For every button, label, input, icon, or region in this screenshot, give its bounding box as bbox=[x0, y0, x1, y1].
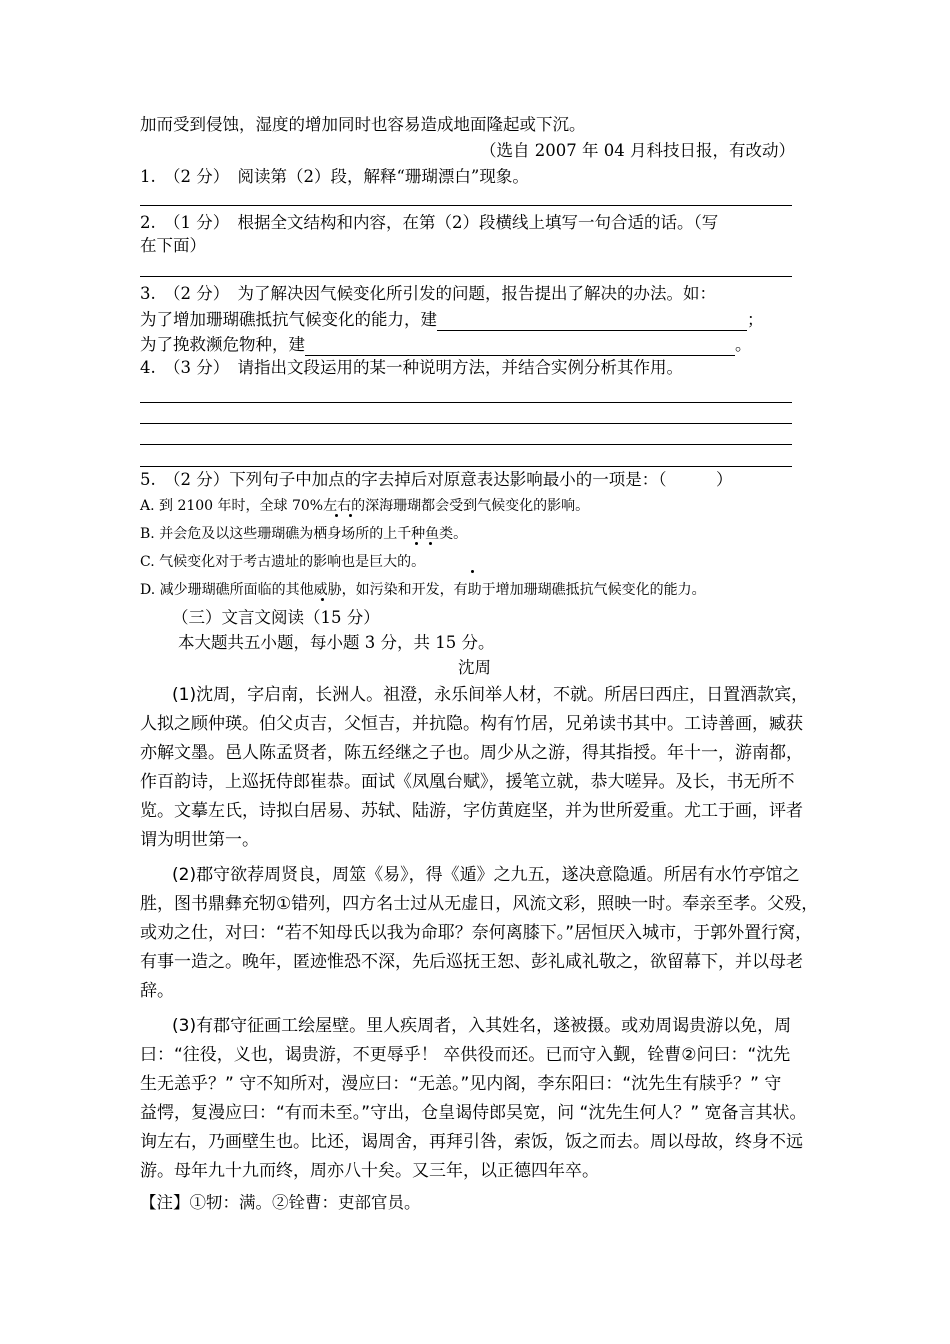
para3-line: 询左右，乃画壁生也。比还，谒周舍，再拜引咎，索饭，饭之而去。周以母故，终身不远 bbox=[140, 1132, 803, 1152]
para2-line: 或劝之仕，对曰：“若不知母氏以我为命耶？奈何离膝下。”居恒厌入城市，于郭外置行窝， bbox=[140, 923, 813, 943]
answer-blank-q3b[interactable] bbox=[305, 333, 735, 356]
para3-line: 生无恙乎？” 守不知所对，漫应曰：“无恙。”见内阁，李东阳曰：“沈先生有牍乎？” 守 bbox=[140, 1074, 782, 1094]
para2-line: 胜，图书鼎彝充牣①错列，四方名士过从无虚日，风流文彩，照映一时。奉亲至孝。父殁， bbox=[140, 894, 819, 914]
para1-line: 作百韵诗，上巡抚侍郎崔恭。面试《凤凰台赋》，援笔立就，恭大嗟异。及长，书无所不 bbox=[140, 772, 795, 792]
question-3-prompt-a: 为了增加珊瑚礁抵抗气候变化的能力，建 bbox=[140, 310, 437, 329]
answer-line-q4-2[interactable] bbox=[140, 423, 792, 424]
passage-last-line: 加而受到侵蚀，湿度的增加同时也容易造成地面隆起或下沉。 bbox=[140, 115, 586, 134]
emphasis-dot bbox=[335, 514, 338, 517]
question-3-line1: 3. （2 分） 为了解决因气候变化所引发的问题，报告提出了解决的办法。如： bbox=[140, 284, 716, 303]
answer-line-q4-3[interactable] bbox=[140, 444, 792, 445]
emphasis-dot bbox=[321, 598, 324, 601]
passage-source: （选自 2007 年 04 月科技日报，有改动） bbox=[480, 141, 795, 160]
para1-line: 览。文摹左氏，诗拟白居易、苏轼、陆游，字仿黄庭坚，并为世所爱重。尤工于画，评者 bbox=[140, 801, 803, 821]
footnote: 【注】①牣：满。②铨曹：吏部官员。 bbox=[140, 1193, 421, 1212]
para2-line: (2)郡守欲荐周贤良，周筮《易》，得《遁》之九五，遂决意隐遁。所居有水竹亭馆之 bbox=[172, 865, 800, 885]
para3-line: (3)有郡守征画工绘屋壁。里人疾周者，入其姓名，遂被摄。或劝周谒贵游以免，周 bbox=[172, 1016, 792, 1036]
para2-line: 有事一造之。晚年，匿迹惟恐不深，先后巡抚王恕、彭礼咸礼敬之，欲留幕下，并以母老 bbox=[140, 952, 803, 972]
answer-line-q4-1[interactable] bbox=[140, 402, 792, 403]
answer-line-q2[interactable] bbox=[140, 276, 792, 277]
para1-line: 谓为明世第一。 bbox=[140, 830, 259, 850]
option-d: D. 减少珊瑚礁所面临的其他威胁，如污染和开发，有助于增加珊瑚礁抵抗气候变化的能力。 bbox=[140, 582, 706, 598]
emphasis-dot bbox=[349, 514, 352, 517]
para2-line: 辞。 bbox=[140, 981, 174, 1001]
question-2-line1: 2. （1 分） 根据全文结构和内容，在第（2）段横线上填写一句合适的话。（写 bbox=[140, 213, 719, 232]
question-3-line2 bbox=[140, 308, 764, 331]
emphasis-dot bbox=[429, 542, 432, 545]
para1-line: (1)沈周，字启南，长洲人。祖澄，永乐间举人材，不就。所居曰西庄，日置酒款宾， bbox=[172, 685, 809, 705]
para3-line: 益愕，复漫应曰：“有而未至。”守出，仓皇谒侍郎吴宽，问 “沈先生何人？” 宽备言其状。 bbox=[140, 1103, 807, 1123]
emphasis-dot bbox=[471, 570, 474, 573]
question-3-line3 bbox=[140, 333, 752, 356]
answer-blank-q3a[interactable] bbox=[437, 308, 747, 331]
passage-title: 沈周 bbox=[458, 658, 491, 677]
question-3-end-b: 。 bbox=[735, 335, 752, 354]
answer-line-q1[interactable] bbox=[140, 205, 792, 206]
para1-line: 人拟之顾仲瑛。伯父贞吉，父恒吉，并抗隐。构有竹居，兄弟读书其中。工诗善画，臧获 bbox=[140, 714, 803, 734]
option-b: B. 并会危及以这些珊瑚礁为栖身场所的上千种鱼类。 bbox=[140, 526, 468, 542]
question-3-prompt-b: 为了挽救濒危物种，建 bbox=[140, 335, 305, 354]
section-heading: （三）文言文阅读（15 分） bbox=[172, 608, 380, 627]
question-4: 4. （3 分） 请指出文段运用的某一种说明方法，并结合实例分析其作用。 bbox=[140, 358, 683, 377]
option-c: C. 气候变化对于考古遗址的影响也是巨大的。 bbox=[140, 554, 426, 570]
question-2-line2: 在下面） bbox=[140, 236, 206, 255]
question-1: 1. （2 分） 阅读第（2）段，解释“珊瑚漂白”现象。 bbox=[140, 167, 529, 186]
para3-line: 曰：“往役，义也，谒贵游，不更辱乎！ 卒供役而还。已而守入觐，铨曹②问曰：“沈先 bbox=[140, 1045, 791, 1065]
section-intro: 本大题共五小题，每小题 3 分，共 15 分。 bbox=[178, 633, 495, 652]
emphasis-dot bbox=[415, 542, 418, 545]
question-3-end-a: ； bbox=[747, 310, 764, 329]
option-a: A. 到 2100 年时，全球 70%左右的深海珊瑚都会受到气候变化的影响。 bbox=[140, 498, 590, 514]
para1-line: 亦解文墨。邑人陈孟贤者，陈五经继之子也。周少从之游，得其指授。年十一，游南都， bbox=[140, 743, 803, 763]
answer-line-q4-4[interactable] bbox=[140, 466, 792, 467]
question-5: 5. （2 分）下列句子中加点的字去掉后对原意表达影响最小的一项是：（ ） bbox=[140, 470, 733, 489]
para3-line: 游。母年九十九而终，周亦八十矣。又三年，以正德四年卒。 bbox=[140, 1161, 599, 1181]
